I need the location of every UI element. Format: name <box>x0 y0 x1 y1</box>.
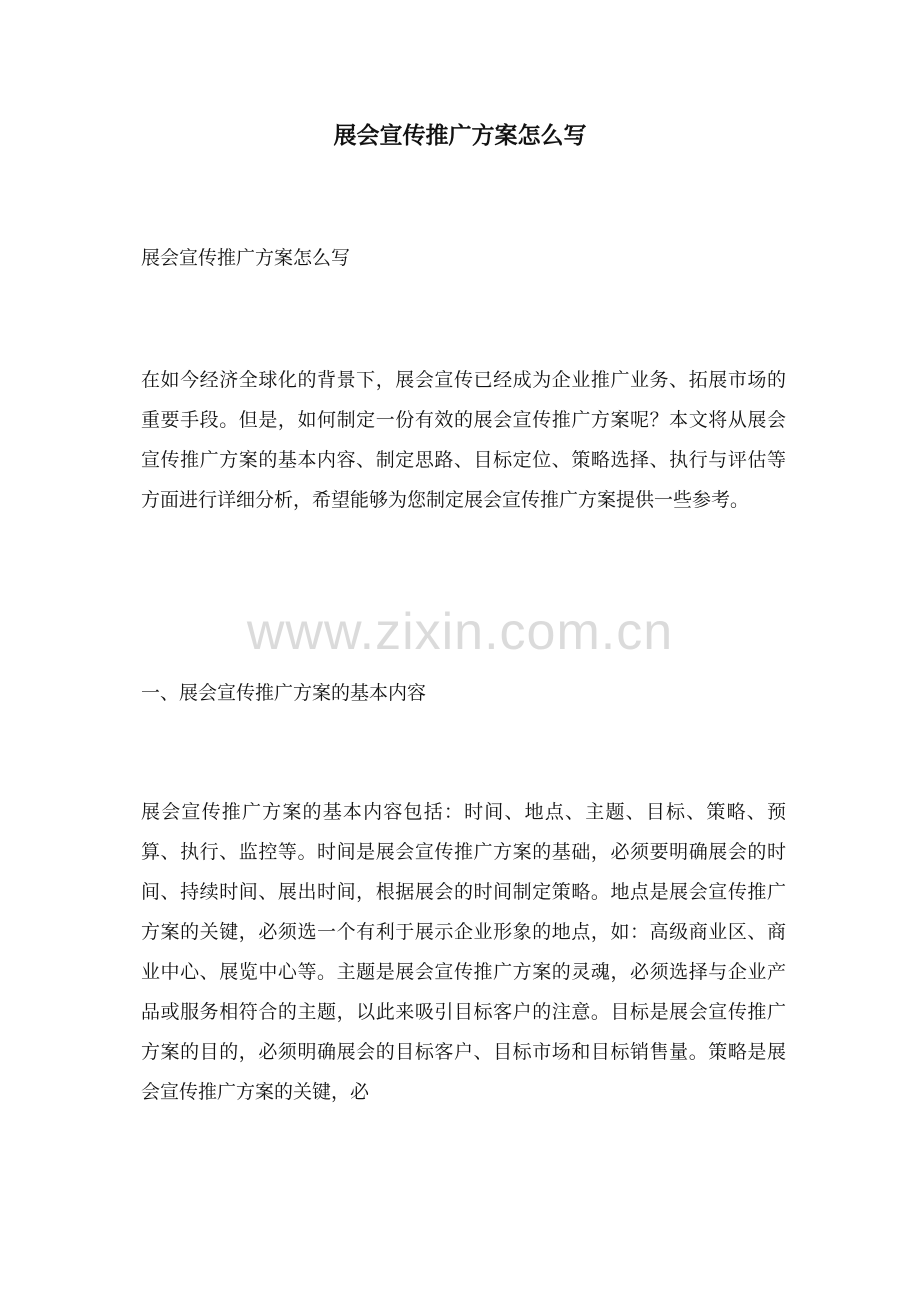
section-paragraph: 展会宣传推广方案的基本内容包括：时间、地点、主题、目标、策略、预算、执行、监控等。时间是展会宣传推广方案的基础，必须要明确展会的时间、持续时间、展出时间，根据展会的时间制定策略。地点是展会宣传推广方案的关键，必须选一个有利于展示企业形象的地点，如：高级商业区、商业中心、展览中心等。主题是展会宣传推广方案的灵魂，必须选择与企业产品或服务相符合的主题，以此来吸引目标客户的注意。目标是展会宣传推广方案的目的，必须明确展会的目标客户、目标市场和目标销售量。策略是展会宣传推广方案的关键，必 <box>141 801 786 1103</box>
document-subtitle: 展会宣传推广方案怎么写 <box>141 247 351 269</box>
document-title: 展会宣传推广方案怎么写 <box>333 122 587 149</box>
watermark: www.zixin.com.cn <box>246 603 674 661</box>
intro-paragraph: 在如今经济全球化的背景下，展会宣传已经成为企业推广业务、拓展市场的重要手段。但是，如何制定一份有效的展会宣传推广方案呢？本文将从展会宣传推广方案的基本内容、制定思路、目标定位、策略选择、执行与评估等方面进行详细分析，希望能够为您制定展会宣传推广方案提供一些参考。 <box>141 369 786 511</box>
section-heading: 一、展会宣传推广方案的基本内容 <box>141 682 427 704</box>
